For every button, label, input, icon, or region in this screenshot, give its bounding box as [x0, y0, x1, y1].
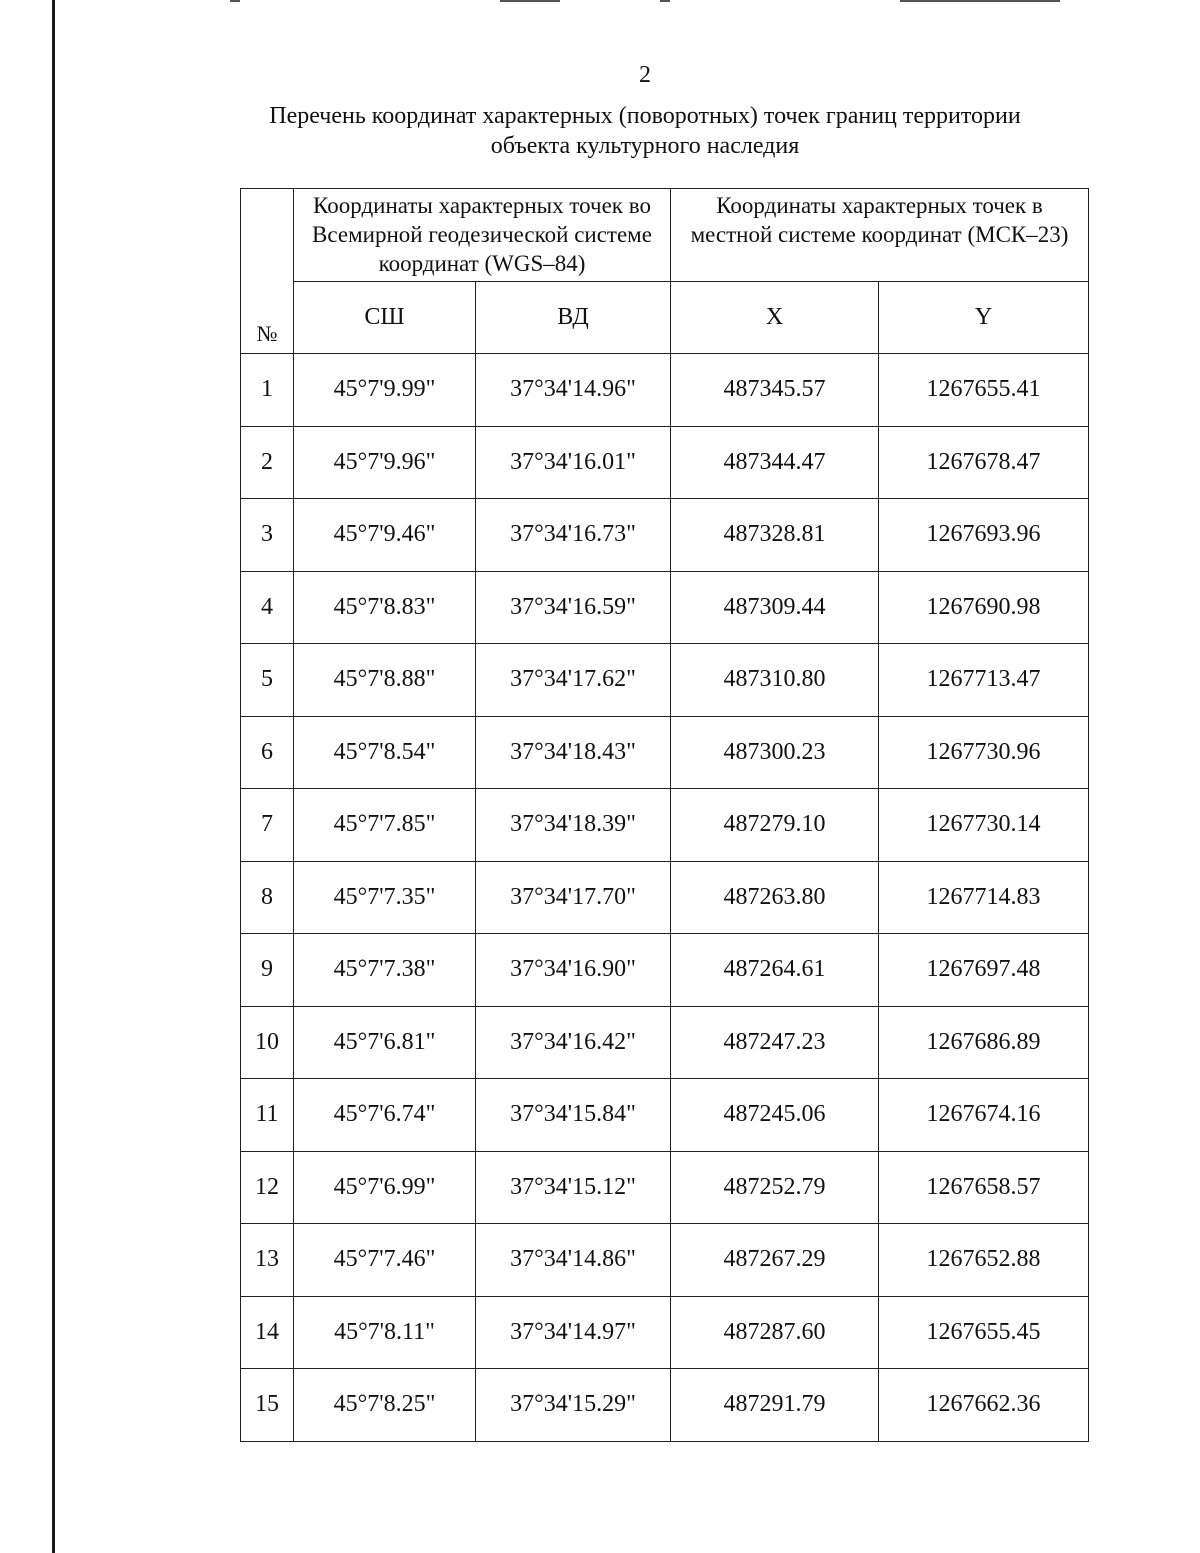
table-row: [241, 571, 1089, 644]
cell-number: 4: [241, 571, 294, 644]
table-row: [241, 354, 1089, 427]
column-header-lon: ВД: [476, 282, 671, 354]
cell-lat: 45°7'7.85": [294, 789, 476, 862]
cell-x: 487300.23: [671, 716, 879, 789]
page-number: 2: [639, 62, 651, 88]
cell-lat: 45°7'8.11": [294, 1296, 476, 1369]
cell-lat: 45°7'8.25": [294, 1369, 476, 1442]
cell-y: 1267658.57: [879, 1151, 1089, 1224]
cell-x: 487345.57: [671, 354, 879, 427]
cell-lon: 37°34'16.90": [476, 934, 671, 1007]
cell-number: 6: [241, 716, 294, 789]
document-title: [230, 101, 1060, 161]
cell-number: 15: [241, 1369, 294, 1442]
cell-lon: 37°34'15.84": [476, 1079, 671, 1152]
cell-y: 1267662.36: [879, 1369, 1089, 1442]
table-row: [241, 861, 1089, 934]
cell-number: 14: [241, 1296, 294, 1369]
document-title-line-2: объекта культурного наследия: [490, 133, 800, 159]
column-header-y: Y: [879, 282, 1089, 354]
cell-lon: 37°34'18.39": [476, 789, 671, 862]
cell-lat: 45°7'8.83": [294, 571, 476, 644]
cell-x: 487309.44: [671, 571, 879, 644]
cell-x: 487263.80: [671, 861, 879, 934]
cell-y: 1267730.14: [879, 789, 1089, 862]
column-header-lat: СШ: [294, 282, 476, 354]
cell-lon: 37°34'17.70": [476, 861, 671, 934]
table-body: [241, 354, 1089, 1442]
table-row: [241, 426, 1089, 499]
cell-lat: 45°7'6.74": [294, 1079, 476, 1152]
cell-lat: 45°7'6.99": [294, 1151, 476, 1224]
top-scan-marks: [0, 0, 1200, 6]
cell-lat: 45°7'6.81": [294, 1006, 476, 1079]
cell-number: 1: [241, 354, 294, 427]
cell-lon: 37°34'16.01": [476, 426, 671, 499]
cell-lon: 37°34'15.29": [476, 1369, 671, 1442]
cell-lon: 37°34'14.86": [476, 1224, 671, 1297]
document-title-line-1: Перечень координат характерных (поворотных) точек границ территории: [269, 103, 1021, 129]
cell-x: 487344.47: [671, 426, 879, 499]
cell-x: 487328.81: [671, 499, 879, 572]
cell-x: 487267.29: [671, 1224, 879, 1297]
cell-lon: 37°34'18.43": [476, 716, 671, 789]
cell-y: 1267652.88: [879, 1224, 1089, 1297]
cell-number: 8: [241, 861, 294, 934]
cell-number: 13: [241, 1224, 294, 1297]
cell-lon: 37°34'17.62": [476, 644, 671, 717]
cell-number: 7: [241, 789, 294, 862]
cell-number: 12: [241, 1151, 294, 1224]
cell-y: 1267697.48: [879, 934, 1089, 1007]
cell-number: 2: [241, 426, 294, 499]
cell-lat: 45°7'8.88": [294, 644, 476, 717]
cell-y: 1267690.98: [879, 571, 1089, 644]
cell-number: 10: [241, 1006, 294, 1079]
column-group-msk23: Координаты характерных точек в местной системе координат (МСК–23): [671, 189, 1089, 282]
cell-y: 1267678.47: [879, 426, 1089, 499]
cell-lon: 37°34'14.96": [476, 354, 671, 427]
header-row-groups: [241, 189, 1089, 282]
table-row: [241, 934, 1089, 1007]
cell-lon: 37°34'15.12": [476, 1151, 671, 1224]
header-row-columns: [241, 282, 1089, 354]
cell-lon: 37°34'14.97": [476, 1296, 671, 1369]
table-row: [241, 1296, 1089, 1369]
table-row: [241, 1079, 1089, 1152]
cell-x: 487279.10: [671, 789, 879, 862]
table-header: [241, 189, 1089, 354]
page-margin-line: [52, 0, 55, 1553]
table-row: [241, 1224, 1089, 1297]
cell-y: 1267713.47: [879, 644, 1089, 717]
cell-lat: 45°7'9.46": [294, 499, 476, 572]
column-group-wgs84: Координаты характерных точек во Всемирной геодезической системе координат (WGS–84): [294, 189, 671, 282]
table-row: [241, 789, 1089, 862]
cell-y: 1267686.89: [879, 1006, 1089, 1079]
column-header-x: X: [671, 282, 879, 354]
cell-lat: 45°7'8.54": [294, 716, 476, 789]
cell-number: 9: [241, 934, 294, 1007]
cell-y: 1267674.16: [879, 1079, 1089, 1152]
cell-lat: 45°7'7.46": [294, 1224, 476, 1297]
cell-number: 11: [241, 1079, 294, 1152]
cell-lat: 45°7'7.35": [294, 861, 476, 934]
cell-y: 1267693.96: [879, 499, 1089, 572]
cell-lon: 37°34'16.59": [476, 571, 671, 644]
coordinates-table: [240, 188, 1089, 1442]
cell-x: 487310.80: [671, 644, 879, 717]
table-row: [241, 644, 1089, 717]
cell-lat: 45°7'9.96": [294, 426, 476, 499]
cell-lat: 45°7'9.99": [294, 354, 476, 427]
column-header-number: №: [241, 189, 294, 354]
cell-lat: 45°7'7.38": [294, 934, 476, 1007]
cell-y: 1267655.45: [879, 1296, 1089, 1369]
table-row: [241, 716, 1089, 789]
cell-y: 1267655.41: [879, 354, 1089, 427]
cell-y: 1267730.96: [879, 716, 1089, 789]
cell-number: 5: [241, 644, 294, 717]
cell-x: 487291.79: [671, 1369, 879, 1442]
table-row: [241, 1369, 1089, 1442]
cell-y: 1267714.83: [879, 861, 1089, 934]
cell-x: 487264.61: [671, 934, 879, 1007]
table-row: [241, 1006, 1089, 1079]
table-row: [241, 1151, 1089, 1224]
cell-x: 487252.79: [671, 1151, 879, 1224]
cell-number: 3: [241, 499, 294, 572]
cell-x: 487247.23: [671, 1006, 879, 1079]
cell-x: 487245.06: [671, 1079, 879, 1152]
cell-x: 487287.60: [671, 1296, 879, 1369]
cell-lon: 37°34'16.42": [476, 1006, 671, 1079]
table-row: [241, 499, 1089, 572]
cell-lon: 37°34'16.73": [476, 499, 671, 572]
